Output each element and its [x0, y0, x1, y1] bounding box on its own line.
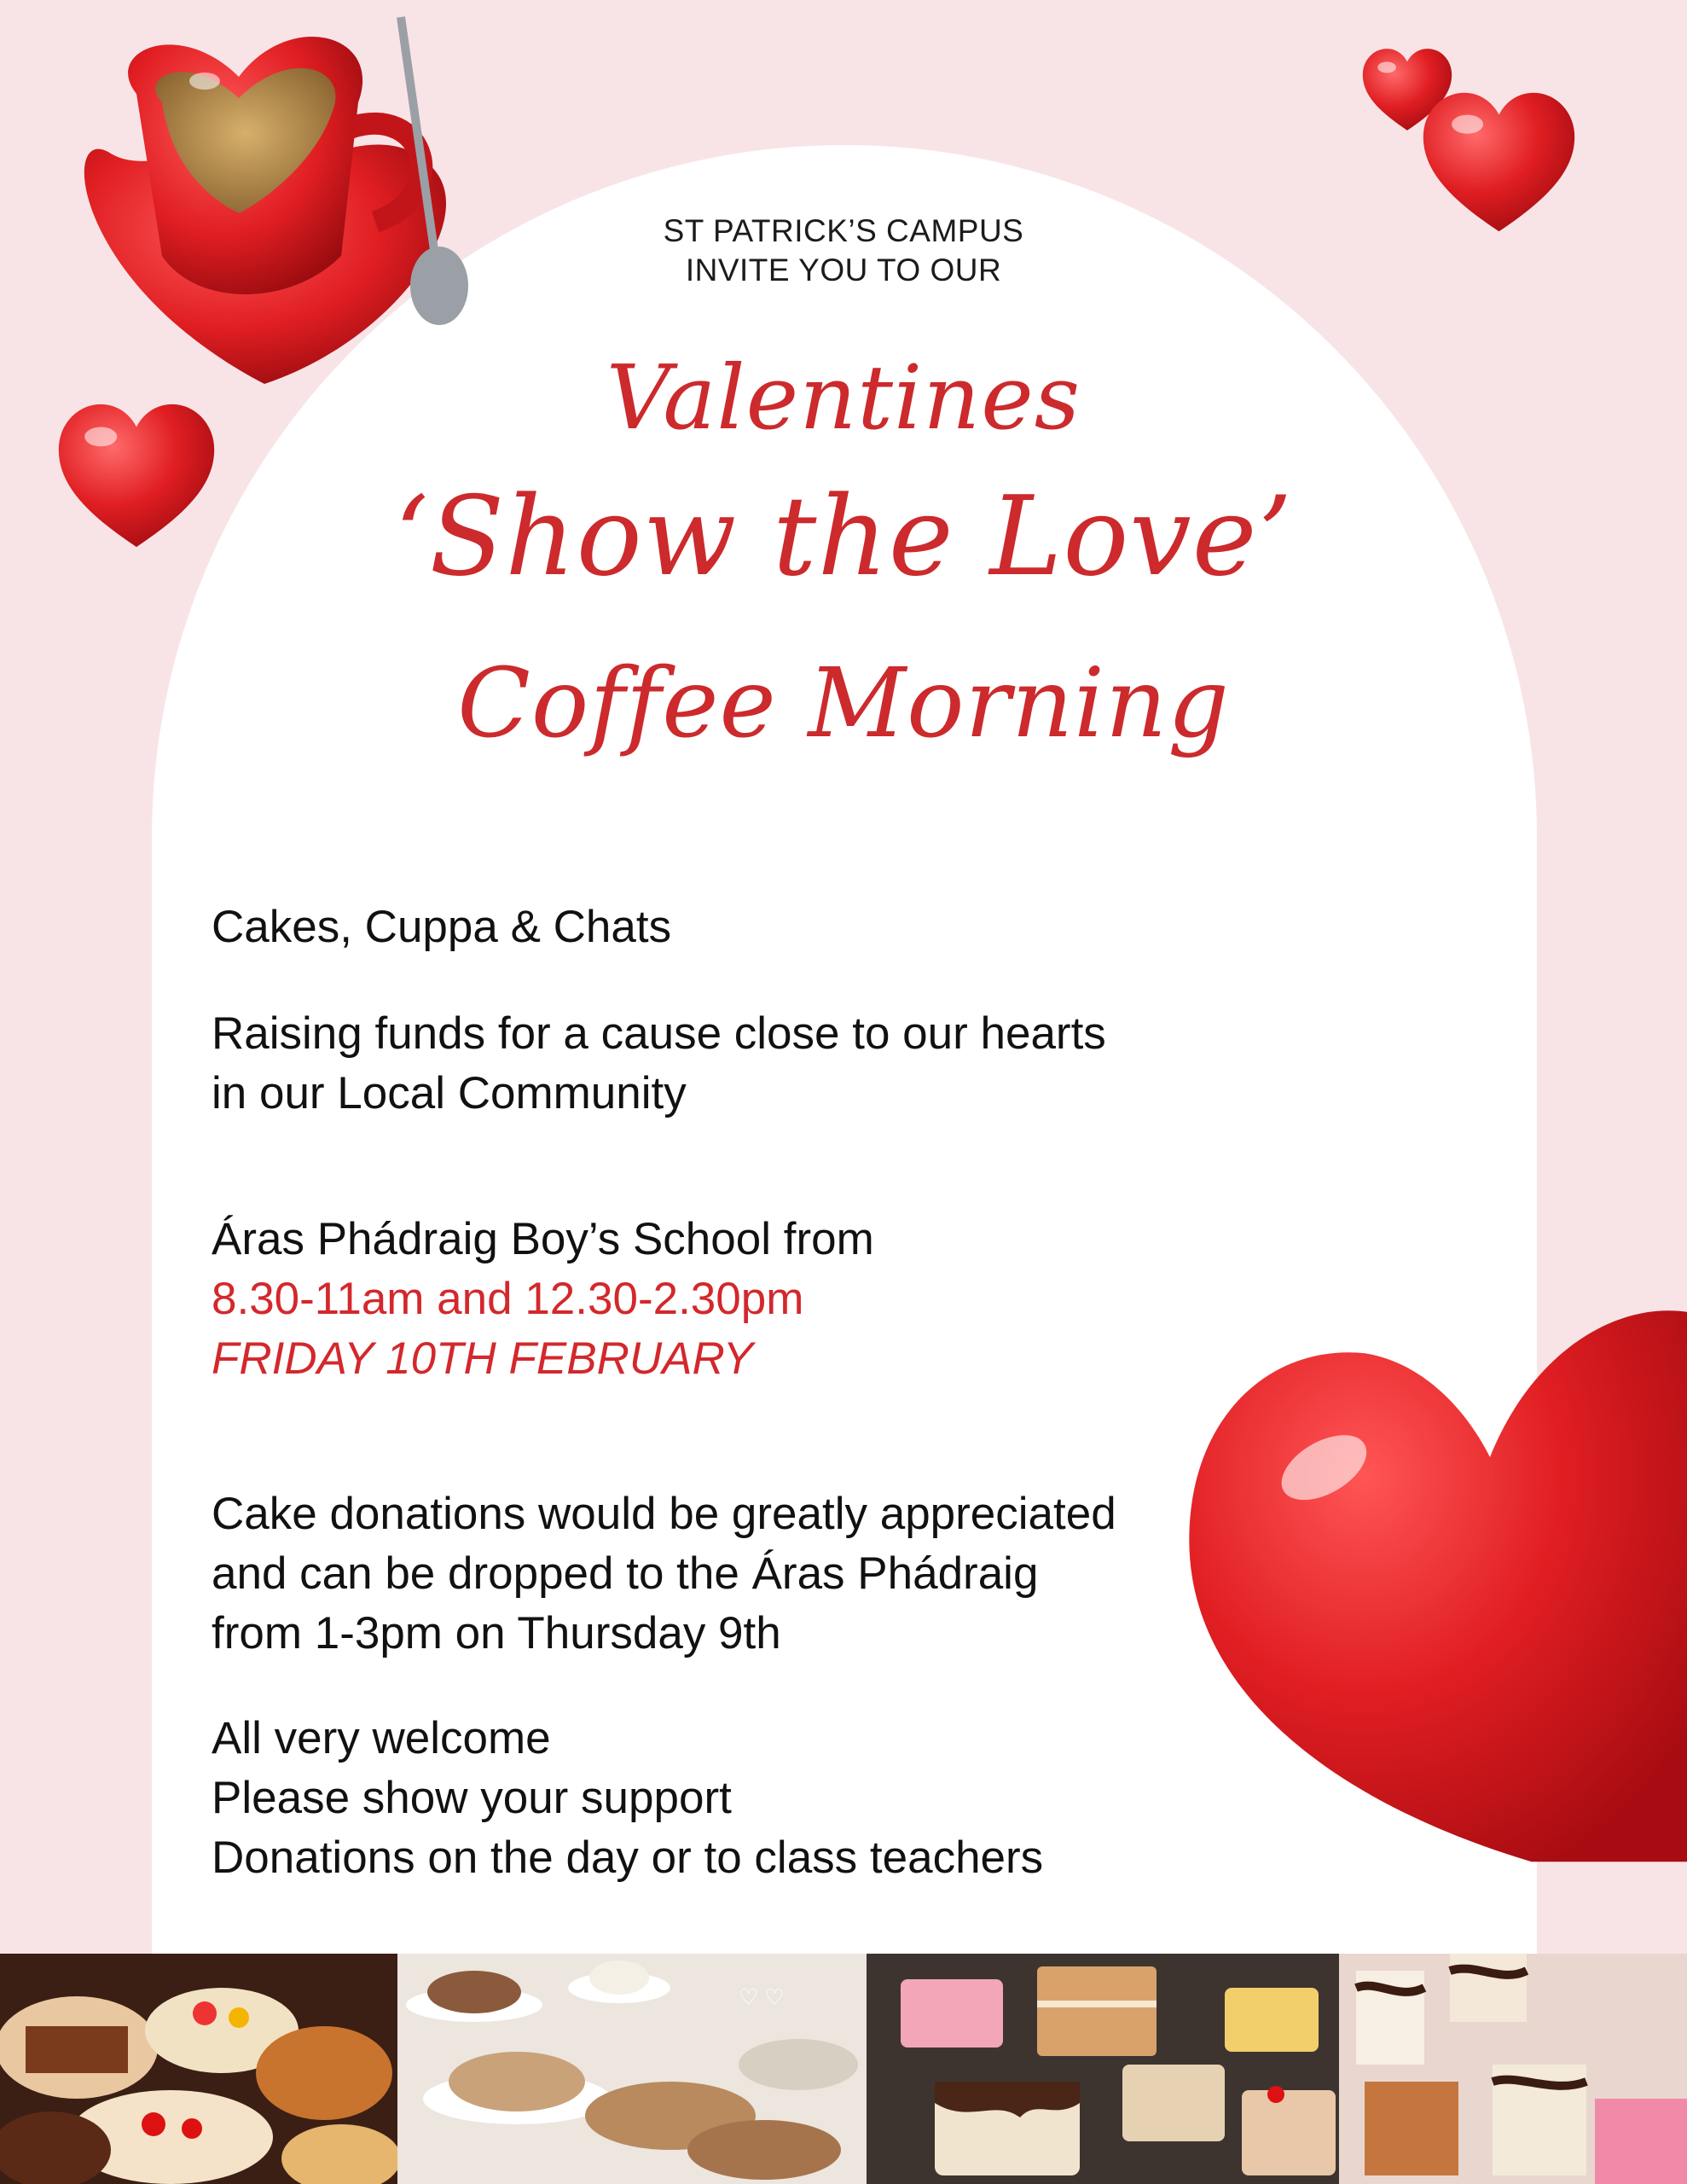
closing-line: Please show your support	[212, 1773, 732, 1823]
event-times: 8.30-11am and 12.30-2.30pm	[212, 1274, 804, 1324]
svg-text:♡ ♡: ♡ ♡	[739, 1984, 785, 2010]
closing-line: Donations on the day or to class teachers	[212, 1833, 1044, 1883]
cake-photo	[397, 1954, 867, 2184]
title-coffee-morning: Coffee Morning	[457, 648, 1230, 759]
invite-line: INVITE YOU TO OUR	[685, 253, 1002, 288]
venue-text: Áras Phádraig Boy’s School from	[212, 1214, 874, 1264]
donation-line: Cake donations would be greatly appreciated	[212, 1489, 1116, 1539]
donation-text	[212, 1484, 1116, 1664]
tagline: Cakes, Cuppa & Chats	[212, 902, 672, 952]
event-details	[212, 1210, 874, 1389]
cake-photo-strip	[0, 1954, 1687, 2184]
organizer-heading	[0, 212, 1687, 290]
donation-line: and can be dropped to the Áras Phádraig	[212, 1548, 1039, 1599]
cake-photo	[1339, 1954, 1687, 2184]
heart-icon	[1168, 1297, 1687, 1877]
cake-photo	[867, 1954, 1339, 2184]
title-valentines: Valentines	[606, 346, 1081, 450]
closing-text	[212, 1709, 1043, 1888]
donation-line: from 1-3pm on Thursday 9th	[212, 1608, 781, 1658]
title-show-the-love: ‘Show the Love’	[393, 473, 1294, 601]
cause-line: in our Local Community	[212, 1068, 687, 1118]
cake-photo	[0, 1954, 397, 2184]
cause-line: Raising funds for a cause close to our hearts	[212, 1008, 1106, 1059]
cause-text	[212, 1004, 1106, 1124]
closing-line: All very welcome	[212, 1713, 551, 1763]
event-date: FRIDAY 10TH FEBRUARY	[212, 1333, 754, 1384]
organizer-line: ST PATRICK’S CAMPUS	[663, 213, 1024, 248]
